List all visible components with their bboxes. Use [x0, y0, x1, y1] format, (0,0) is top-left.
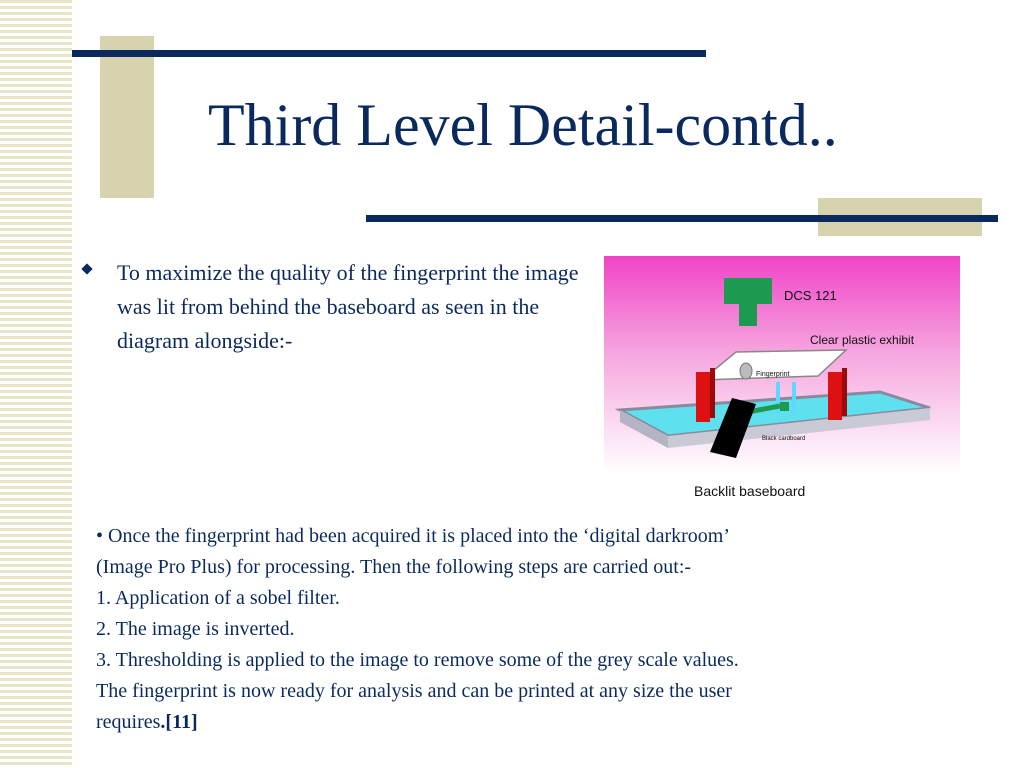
camera-lens	[739, 304, 757, 326]
striped-sidebar	[0, 0, 72, 768]
step-line: 3. Thresholding is applied to the image to remove some of the grey scale values.	[96, 649, 739, 671]
paragraph-line: (Image Pro Plus) for processing. Then the following steps are carried out:-	[96, 556, 692, 578]
right-red-pillar	[828, 372, 842, 420]
paragraph-last-line	[96, 707, 996, 738]
bullet-text: To maximize the quality of the fingerprint the image was lit from behind the baseboard as seen in the diagram alongside:-	[117, 260, 579, 353]
title-accent-block-left	[100, 36, 154, 198]
title-rule-bottom	[366, 215, 998, 222]
processing-steps-text	[96, 521, 996, 738]
camera-body	[724, 278, 772, 304]
title-rule-top	[72, 50, 706, 57]
baseboard-label: Backlit baseboard	[694, 483, 806, 499]
citation-reference: .[11]	[160, 711, 198, 733]
last-line-text: requires	[96, 711, 161, 733]
fingerprint-label: Fingerprint	[756, 371, 790, 378]
diamond-bullet-icon	[81, 263, 92, 274]
diagram-svg	[600, 254, 964, 504]
step-line: 1. Application of a sobel filter.	[96, 587, 340, 609]
camera-label: DCS 121	[784, 288, 837, 303]
left-red-pillar	[696, 372, 710, 422]
exhibit-label: Clear plastic exhibit	[810, 333, 915, 347]
green-marker	[780, 402, 789, 411]
fingerprint-icon	[740, 363, 752, 379]
paragraph-line: • Once the fingerprint had been acquired it is placed into the ‘digital darkroom’	[96, 525, 731, 547]
cardboard-label: Black cardboard	[762, 436, 806, 442]
bullet-item	[80, 256, 600, 358]
right-red-pillar-side	[842, 368, 847, 416]
backlight-setup-diagram	[600, 254, 964, 504]
step-line: 2. The image is inverted.	[96, 618, 295, 640]
left-red-pillar-side	[710, 368, 715, 418]
paragraph-line: The fingerprint is now ready for analysis and can be printed at any size the user	[96, 680, 732, 702]
slide-title: Third Level Detail-contd..	[208, 92, 838, 158]
